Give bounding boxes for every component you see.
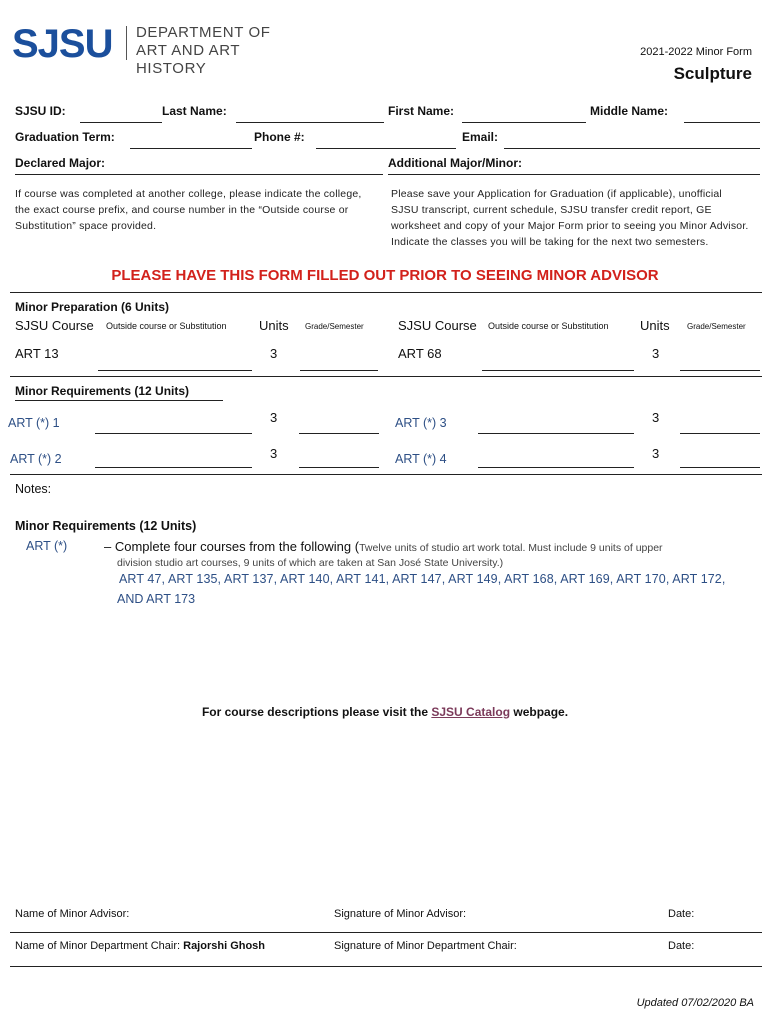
req-detail-title: Minor Requirements (12 Units) bbox=[15, 519, 197, 533]
prep-title: Minor Preparation (6 Units) bbox=[15, 300, 170, 314]
middle-name-label: Middle Name: bbox=[590, 104, 669, 118]
email-label: Email: bbox=[462, 130, 499, 144]
section-divider bbox=[10, 376, 762, 377]
chair-signature-label: Signature of Minor Department Chair: bbox=[334, 940, 517, 952]
req-detail-code: ART (*) bbox=[26, 539, 68, 553]
req-r2-left-grade-field[interactable] bbox=[299, 467, 379, 468]
req-r2-left-outside-field[interactable] bbox=[95, 467, 252, 468]
logo-divider bbox=[126, 26, 127, 60]
first-name-label: First Name: bbox=[388, 104, 455, 118]
warning-banner: PLEASE HAVE THIS FORM FILLED OUT PRIOR TO SEEING MINOR ADVISOR bbox=[111, 267, 659, 284]
instructions-left: If course was completed at another college, please indicate the college, the exact course prefix, and course number in the “Outside course or Substitution” space provided. bbox=[15, 188, 362, 232]
chair-name-line bbox=[15, 940, 265, 952]
sjsu-id-field[interactable] bbox=[80, 122, 162, 123]
chair-name-value: Rajorshi Ghosh bbox=[183, 940, 266, 952]
req-r1-right-course: ART (*) 3 bbox=[395, 416, 447, 430]
prep-col-grade-left: Grade/Semester bbox=[305, 322, 364, 331]
req-detail-courses1: ART 47, ART 135, ART 137, ART 140, ART 141, ART 147, ART 149, ART 168, ART 169, ART 170, ART 172, bbox=[119, 572, 726, 586]
advisor-signature-line[interactable] bbox=[10, 932, 762, 933]
email-field[interactable] bbox=[504, 148, 760, 149]
logo-dept-line2: ART AND ART HISTORY bbox=[136, 42, 240, 77]
section-divider bbox=[10, 292, 762, 293]
prep-grade-left-field[interactable] bbox=[300, 370, 378, 371]
req-r2-left-course: ART (*) 2 bbox=[10, 452, 62, 466]
req-r2-right-grade-field[interactable] bbox=[680, 467, 760, 468]
req-r2-right-outside-field[interactable] bbox=[478, 467, 634, 468]
chair-signature-line[interactable] bbox=[10, 966, 762, 967]
section-divider bbox=[10, 474, 762, 475]
additional-major-label: Additional Major/Minor: bbox=[388, 156, 522, 170]
req-r1-left-grade-field[interactable] bbox=[299, 433, 379, 434]
prep-col-grade-right: Grade/Semester bbox=[687, 322, 746, 331]
middle-name-field[interactable] bbox=[684, 122, 760, 123]
instructions-right: Please save your Application for Graduation (if applicable), unofficial SJSU transcript, current schedule, SJSU transfer credit report, GE worksheet and copy of your Major Form prior to seeing you Minor Advisor. Indicate the classes you will be taking for the next two semesters. bbox=[391, 188, 749, 248]
form-title: Sculpture bbox=[673, 64, 752, 83]
prep-outside-left-field[interactable] bbox=[98, 370, 252, 371]
advisor-signature-label: Signature of Minor Advisor: bbox=[334, 908, 467, 920]
prep-col-course-right: SJSU Course bbox=[398, 318, 477, 333]
req-detail-desc1: Twelve units of studio art work total. Must include 9 units of upper bbox=[359, 542, 663, 554]
req-r1-right-units: 3 bbox=[652, 410, 660, 425]
prep-col-course-left: SJSU Course bbox=[15, 318, 94, 333]
chair-name-label: Name of Minor Department Chair: bbox=[15, 940, 184, 952]
advisor-name-label: Name of Minor Advisor: bbox=[15, 908, 130, 920]
prep-units-right: 3 bbox=[652, 346, 660, 361]
catalog-before: For course descriptions please visit the bbox=[201, 705, 432, 719]
advisor-date-label: Date: bbox=[668, 908, 695, 920]
req-r1-left-course: ART (*) 1 bbox=[8, 416, 60, 430]
first-name-field[interactable] bbox=[462, 122, 586, 123]
catalog-line bbox=[0, 705, 770, 719]
prep-grade-right-field[interactable] bbox=[680, 370, 760, 371]
sjsu-id-label: SJSU ID: bbox=[15, 104, 66, 118]
sjsu-logo bbox=[12, 22, 312, 77]
prep-outside-right-field[interactable] bbox=[482, 370, 634, 371]
phone-field[interactable] bbox=[316, 148, 456, 149]
req-title-underline bbox=[15, 400, 223, 401]
req-r1-left-units: 3 bbox=[270, 410, 278, 425]
logo-dept-line1: DEPARTMENT OF bbox=[136, 24, 271, 41]
req-r1-right-grade-field[interactable] bbox=[680, 433, 760, 434]
req-detail-lead: – Complete four courses from the following ( bbox=[104, 539, 360, 554]
prep-col-outside-left: Outside course or Substitution bbox=[106, 321, 227, 331]
prep-col-units-left: Units bbox=[259, 318, 289, 333]
additional-major-field[interactable] bbox=[388, 174, 760, 175]
prep-col-units-right: Units bbox=[640, 318, 670, 333]
req-r1-right-outside-field[interactable] bbox=[478, 433, 634, 434]
req-detail-lead-line bbox=[104, 539, 663, 554]
logo-department bbox=[136, 24, 312, 78]
form-year: 2021-2022 Minor Form bbox=[640, 46, 752, 58]
req-r1-left-outside-field[interactable] bbox=[95, 433, 252, 434]
req-detail-desc2: division studio art courses, 9 units of which are taken at San José State University.) bbox=[117, 557, 504, 569]
prep-col-outside-right: Outside course or Substitution bbox=[488, 321, 609, 331]
prep-course-right: ART 68 bbox=[398, 346, 442, 361]
req-title: Minor Requirements (12 Units) bbox=[15, 384, 190, 398]
updated-footer: Updated 07/02/2020 BA bbox=[636, 997, 754, 1009]
last-name-label: Last Name: bbox=[162, 104, 227, 118]
req-detail-courses2: AND ART 173 bbox=[117, 592, 196, 606]
req-r2-right-units: 3 bbox=[652, 446, 660, 461]
phone-label: Phone #: bbox=[254, 130, 305, 144]
last-name-field[interactable] bbox=[236, 122, 384, 123]
req-r2-right-course: ART (*) 4 bbox=[395, 452, 447, 466]
graduation-term-field[interactable] bbox=[130, 148, 252, 149]
declared-major-field[interactable] bbox=[15, 174, 383, 175]
logo-mark: SJSU bbox=[12, 22, 113, 66]
notes-label: Notes: bbox=[15, 482, 52, 496]
graduation-term-label: Graduation Term: bbox=[15, 130, 115, 144]
prep-course-left: ART 13 bbox=[15, 346, 59, 361]
req-r2-left-units: 3 bbox=[270, 446, 278, 461]
declared-major-label: Declared Major: bbox=[15, 156, 106, 170]
prep-units-left: 3 bbox=[270, 346, 278, 361]
sjsu-catalog-link[interactable]: SJSU Catalog bbox=[431, 705, 511, 719]
chair-date-label: Date: bbox=[668, 940, 695, 952]
catalog-after: webpage. bbox=[510, 705, 569, 719]
